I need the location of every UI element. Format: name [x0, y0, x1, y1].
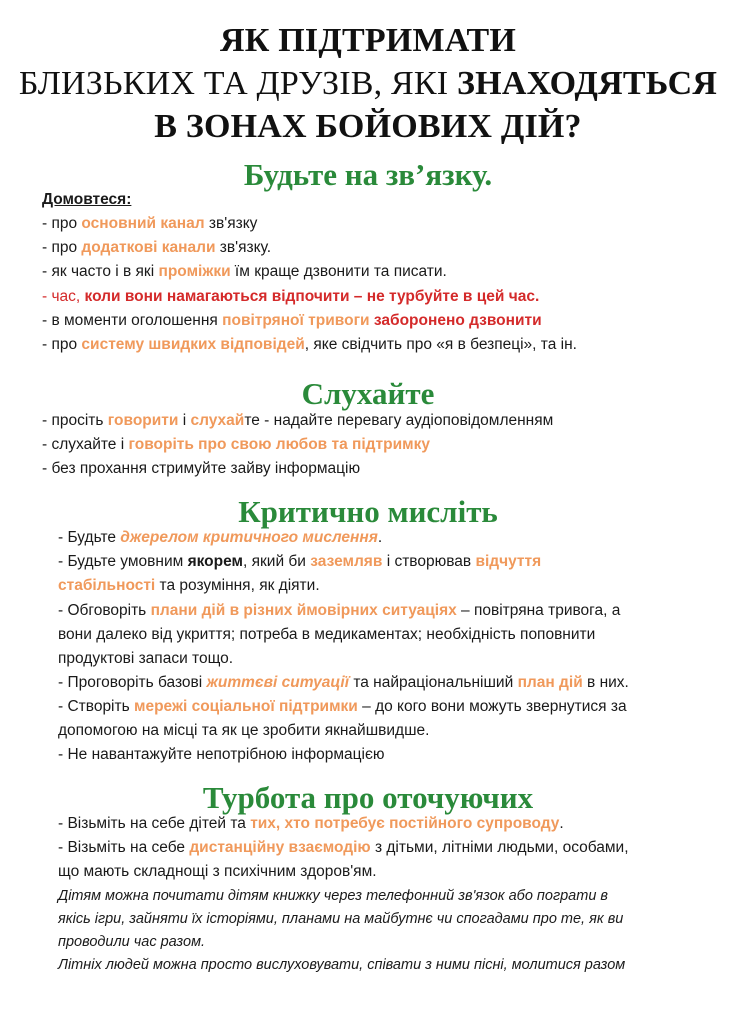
- list-item: - про систему швидких відповідей, яке свідчить про «я в безпеці», та ін.: [42, 336, 577, 353]
- list-item: - Візьміть на себе дистанційну взаємодію з дітьми, літніми людьми, особами,: [58, 839, 629, 856]
- list-item: продуктові запаси тощо.: [58, 650, 234, 667]
- list-item: - Візьміть на себе дітей та тих, хто потребує постійного супроводу.: [58, 815, 564, 832]
- list-item: - час, коли вони намагаються відпочити – не турбуйте в цей час.: [42, 288, 540, 305]
- note-line: Літніх людей можна просто вислуховувати, співати з ними пісні, молитися разом: [58, 957, 626, 973]
- list-item: - про основний канал зв'язку: [42, 215, 258, 232]
- list-item: що мають складнощі з психічним здоров'ям.: [58, 863, 377, 880]
- list-item: - слухайте і говоріть про свою любов та підтримку: [42, 436, 430, 453]
- list-item: - Не навантажуйте непотрібною інформацією: [58, 746, 385, 763]
- list-item: - як часто і в які проміжки їм краще дзвонити та писати.: [42, 263, 447, 280]
- section-heading-listen: Слухайте: [301, 376, 435, 411]
- list-item: вони далеко від укриття; потреба в медикаментах; необхідність поповнити: [58, 626, 596, 643]
- list-item: - Обговоріть плани дій в різних ймовірних ситуаціях – повітряна тривога, а: [58, 602, 621, 619]
- list-item: - без прохання стримуйте зайву інформацію: [42, 460, 361, 477]
- list-item: - Створіть мережі соціальної підтримки – до кого вони можуть звернутися за: [58, 698, 627, 715]
- list-item: стабільності та розуміння, як діяти.: [58, 577, 320, 594]
- note-line: проводили час разом.: [58, 934, 206, 950]
- list-item: - Будьте джерелом критичного мислення.: [58, 529, 383, 546]
- list-item: - просіть говорити і слухайте - надайте перевагу аудіоповідомленням: [42, 412, 554, 429]
- note-line: якісь ігри, зайняти їх історіями, планами на майбутнє чи спогадами про те, як ви: [58, 911, 624, 927]
- section-heading-stay-connected: Будьте на зв’язку.: [243, 157, 493, 192]
- title-line-1: ЯК ПІДТРИМАТИ: [219, 22, 517, 59]
- section-heading-care-for-others: Турбота про оточуючих: [202, 780, 534, 815]
- list-item: допомогою на місці та як це зробити якнайшвидше.: [58, 722, 430, 739]
- list-item: - Проговоріть базові життєві ситуації та найраціональніший план дій в них.: [58, 674, 629, 691]
- title-line-3: В ЗОНАХ БОЙОВИХ ДІЙ?: [154, 108, 582, 145]
- agree-label: Домовтеся:: [42, 191, 132, 208]
- list-item: - Будьте умовним якорем, який би заземляв і створював відчуття: [58, 553, 542, 570]
- section-heading-critical-thinking: Критично мисліть: [238, 494, 498, 529]
- note-line: Дітям можна почитати дітям книжку через телефонний зв'язок або пограти в: [58, 888, 608, 904]
- list-item: - в моменти оголошення повітряної тривоги заборонено дзвонити: [42, 312, 542, 329]
- list-item: - про додаткові канали зв'язку.: [42, 239, 272, 256]
- title-line-2: БЛИЗЬКИХ ТА ДРУЗІВ, ЯКІ ЗНАХОДЯТЬСЯ: [18, 65, 718, 102]
